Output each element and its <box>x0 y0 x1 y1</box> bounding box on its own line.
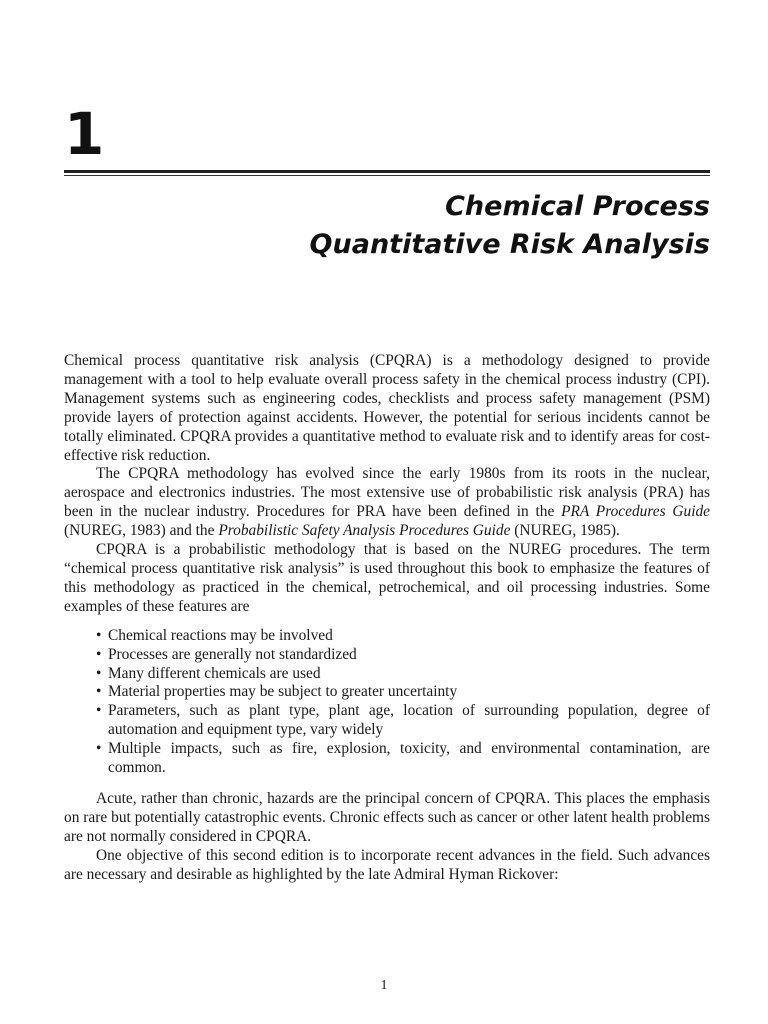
list-item <box>96 627 710 646</box>
paragraph-5: One objective of this second edition is to incorporate recent advances in the field. Such advances are necessary and desirable as highlighted by the late Admiral Hyman Rickover: <box>64 846 710 883</box>
reference-title-1: PRA Procedures Guide <box>561 503 710 521</box>
list-item-text: Multiple impacts, such as fire, explosion, toxicity, and environmental contamination, are common. <box>108 740 710 777</box>
bullet-icon: • <box>96 645 102 663</box>
reference-citation-2: (NUREG, 1985). <box>510 522 620 540</box>
paragraph-2 <box>64 465 710 541</box>
chapter-title-line-1: Chemical Process <box>445 191 710 222</box>
list-item <box>96 646 710 665</box>
reference-citation-1: (NUREG, 1983) and the <box>64 522 219 540</box>
chapter-rule-thin <box>64 175 710 176</box>
list-item-text: Processes are generally not standardized <box>108 645 357 663</box>
chapter-number: 1 <box>64 100 105 168</box>
paragraph-3: CPQRA is a probabilistic methodology that is based on the NUREG procedures. The term “chemical process quantitative risk analysis” is used throughout this book to emphasize the features of this methodology as practiced in the chemical, petrochemical, and oil processing industries. Some examples of these features are <box>64 541 710 615</box>
list-item-text: Material properties may be subject to greater uncertainty <box>108 683 458 701</box>
list-item <box>96 702 710 740</box>
chapter-rule-thick <box>64 170 710 173</box>
bullet-icon: • <box>96 683 102 701</box>
list-item-text: Chemical reactions may be involved <box>108 626 333 644</box>
bullet-icon: • <box>96 740 102 758</box>
bullet-icon: • <box>96 664 102 682</box>
page-number: 1 <box>380 978 388 993</box>
chapter-title-line-2: Quantitative Risk Analysis <box>309 229 710 260</box>
bullet-icon: • <box>96 702 102 720</box>
bullet-icon: • <box>96 626 102 644</box>
list-item <box>96 683 710 702</box>
reference-title-2: Probabilistic Safety Analysis Procedures Guide <box>218 522 511 540</box>
paragraph-2-text: The CPQRA methodology has evolved since the early 1980s from its roots in the nuclear, aerospace and electronics industries. The most extensive use of probabilistic risk analysis (PRA) has been in the nuclear industry. Procedures for PRA have been defined in the <box>64 465 710 521</box>
paragraph-4: Acute, rather than chronic, hazards are the principal concern of CPQRA. This places the emphasis on rare but potentially catastrophic events. Chronic effects such as cancer or other latent health problems are not normally considered in CPQRA. <box>64 789 710 845</box>
features-list <box>64 627 710 778</box>
list-item <box>96 665 710 684</box>
list-item-text: Many different chemicals are used <box>108 664 321 682</box>
chapter-title <box>310 188 710 264</box>
body-text <box>64 352 710 884</box>
list-item <box>96 740 710 778</box>
paragraph-1: Chemical process quantitative risk analysis (CPQRA) is a methodology designed to provide management with a tool to help evaluate overall process safety in the chemical process industry (CPI). Management systems such as engineering codes, checklists and process safety management (PSM) provide layers of protection against accidents. However, the potential for serious incidents cannot be totally eliminated. CPQRA provides a quantitative method to evaluate risk and to identify areas for cost-effective risk reduction. <box>64 352 710 464</box>
list-item-text: Parameters, such as plant type, plant age, location of surrounding population, degree of automation and equipment type, vary widely <box>108 702 710 739</box>
